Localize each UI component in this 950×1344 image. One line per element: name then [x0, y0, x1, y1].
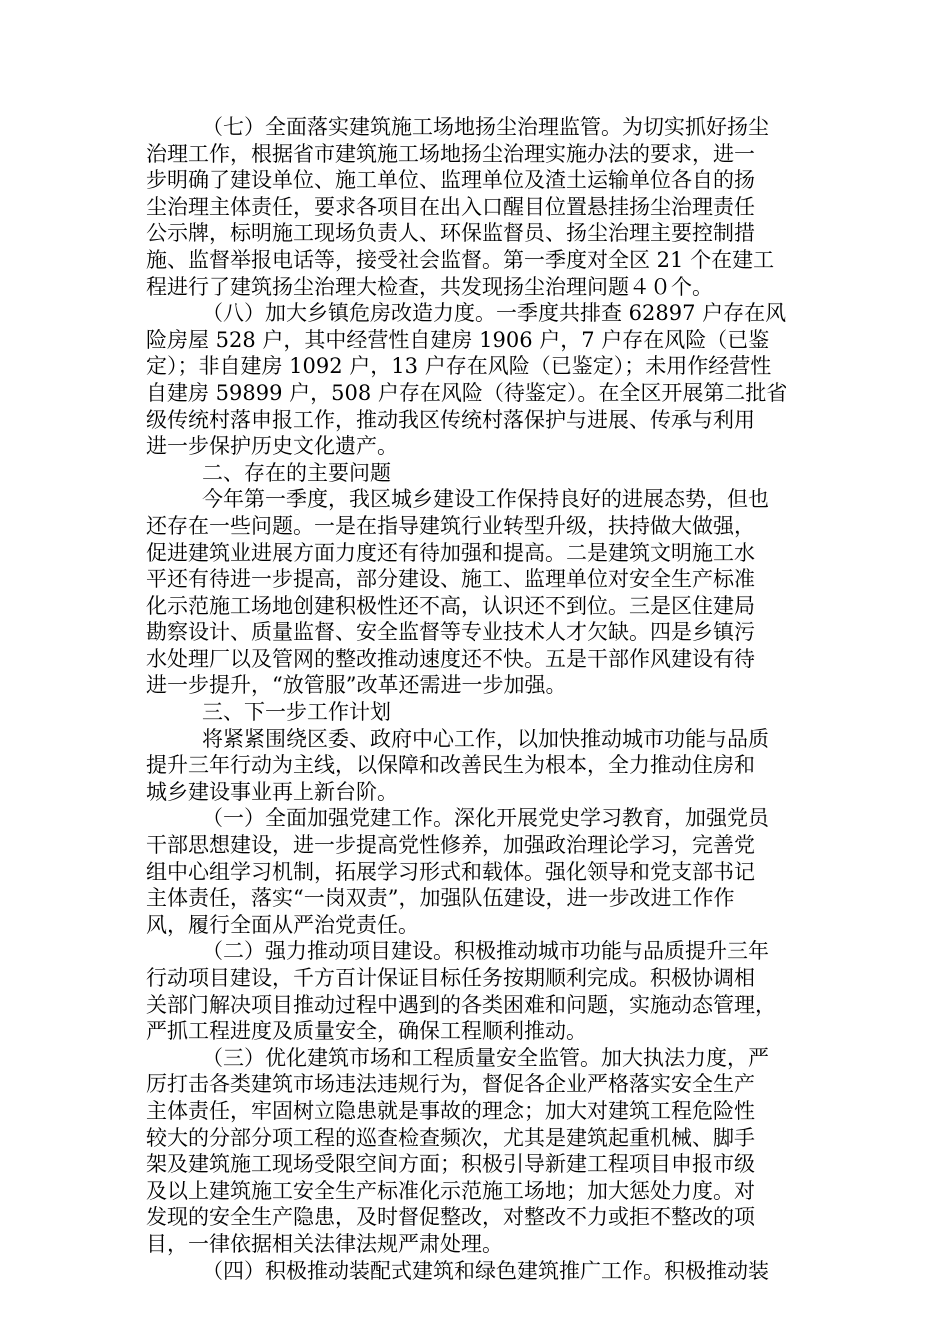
paragraph-8-heading-line: （八）加大乡镇危房改造力度。一季度共排查 62897 户存在风	[202, 301, 787, 326]
section-3-intro-line: 提升三年行动为主线，以保障和改善民生为根本，全力推动住房和	[146, 753, 755, 778]
paragraph-7-line: 施、监督举报电话等，接受社会监督。第一季度对全区 21 个在建工	[146, 247, 775, 272]
item-2-line: 行动项目建设，千方百计保证目标任务按期顺利完成。积极协调相	[146, 966, 755, 990]
section-2-paragraph-line: 勘察设计、质量监督、安全监督等专业技术人才欠缺。四是乡镇污	[146, 620, 755, 645]
item-2-line: 严抓工程进度及质量安全，确保工程顺利推动。	[146, 1019, 587, 1044]
document-body	[146, 114, 808, 1284]
item-3-line: 及以上建筑施工安全生产标准化示范施工场地；加大惩处力度。对	[146, 1178, 755, 1203]
paragraph-7-line: 治理工作，根据省市建筑施工场地扬尘治理实施办法的要求，进一	[146, 141, 755, 166]
item-3-line: 厉打击各类建筑市场违法违规行为，督促各企业严格落实安全生产	[146, 1072, 755, 1097]
item-1-line: 干部思想建设，进一步提高党性修养，加强政治理论学习，完善党	[146, 833, 755, 858]
item-1-heading-line: （一）全面加强党建工作。深化开展党史学习教育，加强党员	[202, 806, 769, 831]
item-3-line: 目，一律依据相关法律法规严肃处理。	[146, 1231, 503, 1256]
item-1-line: 风，履行全面从严治党责任。	[146, 912, 419, 937]
section-2-paragraph-line: 进一步提升，“放管服”改革还需进一步加强。	[146, 673, 567, 698]
paragraph-8-line: 级传统村落申报工作，推动我区传统村落保护与进展、传承与利用	[146, 407, 755, 432]
section-2-paragraph-line: 平还有待进一步提高，部分建设、施工、监理单位对安全生产标准	[146, 567, 755, 592]
paragraph-7-line: 公示牌，标明施工现场负责人、环保监督员、扬尘治理主要控制措	[146, 221, 755, 246]
paragraph-7-heading-line: （七）全面落实建筑施工场地扬尘治理监管。为切实抓好扬尘	[202, 115, 769, 139]
section-2-paragraph-line: 促进建筑业进展方面力度还有待加强和提高。二是建筑文明施工水	[146, 540, 755, 565]
item-2-line: 关部门解决项目推动过程中遇到的各类困难和问题，实施动态管理，	[146, 992, 776, 1017]
item-1-line: 组中心组学习机制，拓展学习形式和载体。强化领导和党支部书记	[146, 859, 755, 884]
section-2-paragraph-line: 水处理厂以及管网的整改推动速度还不快。五是干部作风建设有待	[146, 646, 755, 671]
paragraph-7-line: 程进行了建筑扬尘治理大检查，共发现扬尘治理问题４０个。	[146, 274, 713, 299]
section-3-intro-line: 将紧紧围绕区委、政府中心工作，以加快推动城市功能与品质	[202, 726, 769, 751]
item-1-line: 主体责任，落实“一岗双责”，加强队伍建设，进一步改进工作作	[146, 886, 735, 911]
item-3-line: 架及建筑施工现场受限空间方面；积极引导新建工程项目申报市级	[146, 1152, 755, 1177]
paragraph-8-line: 进一步保护历史文化遗产。	[146, 434, 398, 459]
section-3-heading: 三、下一步工作计划	[202, 700, 391, 725]
section-2-paragraph-line: 化示范施工场地创建积极性还不高，认识还不到位。三是区住建局	[146, 593, 755, 618]
item-3-line: 发现的安全生产隐患，及时督促整改，对整改不力或拒不整改的项	[146, 1205, 755, 1230]
item-2-heading-line: （二）强力推动项目建设。积极推动城市功能与品质提升三年	[202, 939, 769, 964]
section-2-paragraph-line: 今年第一季度，我区城乡建设工作保持良好的进展态势，但也	[202, 487, 769, 512]
paragraph-8-line: 定）；非自建房 1092 户，13 户存在风险（已鉴定）；未用作经营性	[146, 354, 772, 379]
section-2-heading: 二、存在的主要问题	[202, 460, 391, 485]
item-3-heading-line: （三）优化建筑市场和工程质量安全监管。加大执法力度，严	[202, 1045, 769, 1070]
paragraph-7-line: 步明确了建设单位、施工单位、监理单位及渣土运输单位各自的扬	[146, 168, 755, 193]
paragraph-7-line: 尘治理主体责任，要求各项目在出入口醒目位置悬挂扬尘治理责任	[146, 194, 755, 219]
section-3-intro-line: 城乡建设事业再上新台阶。	[146, 779, 398, 804]
item-4-heading-line: （四）积极推动装配式建筑和绿色建筑推广工作。积极推动装	[202, 1258, 769, 1283]
section-2-paragraph-line: 还存在一些问题。一是在指导建筑行业转型升级，扶持做大做强，	[146, 513, 755, 538]
paragraph-8-line: 自建房 59899 户，508 户存在风险（待鉴定）。在全区开展第二批省	[146, 380, 788, 405]
item-3-line: 主体责任，牢固树立隐患就是事故的理念；加大对建筑工程危险性	[146, 1098, 755, 1123]
paragraph-8-line: 险房屋 528 户，其中经营性自建房 1906 户，7 户存在风险（已鉴	[146, 327, 770, 352]
item-3-line: 较大的分部分项工程的巡查检查频次，尤其是建筑起重机械、脚手	[146, 1125, 755, 1150]
